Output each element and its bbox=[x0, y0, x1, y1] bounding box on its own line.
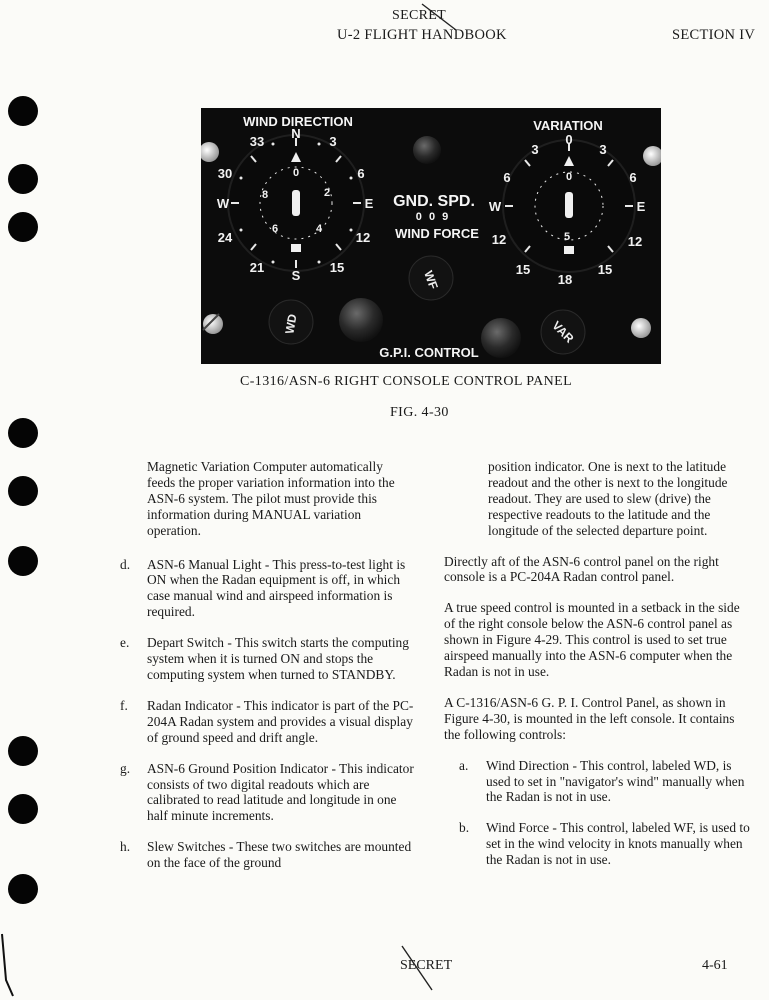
classification-top: SECRET bbox=[392, 8, 446, 23]
list-item bbox=[120, 697, 437, 746]
punch-hole bbox=[8, 874, 38, 904]
classification-bottom: SECRET bbox=[400, 958, 453, 973]
dial-label: S bbox=[291, 268, 301, 283]
edge-mark bbox=[0, 930, 14, 1000]
dial-label: W bbox=[488, 199, 502, 214]
dial-label: 12 bbox=[627, 234, 643, 249]
dial-label: 0 bbox=[565, 132, 573, 147]
gnd-spd-label: GND. SPD. bbox=[393, 193, 475, 210]
dial-label: 4 bbox=[315, 223, 323, 235]
item-label: a. bbox=[459, 757, 469, 773]
list-item bbox=[120, 635, 437, 683]
punch-hole bbox=[8, 794, 38, 824]
wind-force-label: WIND FORCE bbox=[395, 226, 479, 241]
item-label: e. bbox=[120, 635, 130, 651]
list-item bbox=[459, 820, 754, 868]
dial-label: 3 bbox=[329, 134, 337, 149]
dial-label: 12 bbox=[491, 232, 507, 247]
item-text: ASN-6 Ground Position Indicator - This indicator consists of two digital readouts which are calibrated to read latitude and longitude in one half minute increments. bbox=[147, 760, 414, 824]
dial-label: 0 bbox=[292, 167, 300, 179]
dial-label: 8 bbox=[261, 189, 269, 201]
dial-label: E bbox=[364, 196, 374, 211]
punch-hole bbox=[8, 476, 38, 506]
item-text: Wind Force - This control, labeled WF, is used to set in the wind velocity in knots manually when the Radan is not in use. bbox=[486, 820, 750, 868]
screw bbox=[203, 314, 223, 334]
dial-label: 6 bbox=[357, 166, 365, 181]
item-text: Wind Direction - This control, labeled WD, is used to set in "navigator's wind" manually when the Radan is not in use. bbox=[486, 757, 745, 805]
section-label: SECTION IV bbox=[672, 27, 756, 43]
item-label: d. bbox=[120, 556, 131, 572]
figure-number: FIG. 4-30 bbox=[390, 405, 449, 420]
dial-label: 3 bbox=[531, 142, 539, 157]
dial-label: 6 bbox=[271, 223, 279, 235]
wind-direction-label: WIND DIRECTION bbox=[243, 114, 353, 129]
dial-label: 3 bbox=[599, 142, 607, 157]
list-item bbox=[459, 757, 754, 806]
dial-label: 15 bbox=[597, 262, 613, 277]
handbook-title: U-2 FLIGHT HANDBOOK bbox=[337, 27, 507, 43]
punch-hole bbox=[8, 212, 38, 242]
dial-label: 33 bbox=[249, 134, 265, 149]
paragraph: Magnetic Variation Computer automatically feeds the proper variation information into the ASN-6 system. The pilot must provide this information during MANUAL variation operation. bbox=[147, 459, 395, 538]
dial-label: 21 bbox=[249, 260, 265, 275]
dial-label: E bbox=[636, 199, 646, 214]
strike-mark-bottom bbox=[398, 944, 438, 994]
gpi-control-label: G.P.I. CONTROL bbox=[379, 345, 479, 360]
var-knob-label: VAR bbox=[549, 318, 577, 346]
dial-label: 12 bbox=[355, 230, 371, 245]
list-item bbox=[120, 760, 437, 825]
knob bbox=[481, 318, 521, 358]
wf-knob bbox=[409, 256, 453, 300]
punch-hole bbox=[8, 418, 38, 448]
gpi-control-panel-photo bbox=[201, 108, 661, 364]
list-item bbox=[120, 556, 437, 621]
dial-label: 6 bbox=[629, 170, 637, 185]
item-text: Depart Switch - This switch starts the computing system when it is turned ON and stops the computing system when turned to STANDBY. bbox=[147, 635, 409, 682]
dial-label: N bbox=[291, 126, 301, 141]
figure-caption: C-1316/ASN-6 RIGHT CONSOLE CONTROL PANEL bbox=[240, 374, 573, 389]
knob bbox=[339, 298, 383, 342]
paragraph: A C-1316/ASN-6 G. P. I. Control Panel, as shown in Figure 4-30, is mounted in the left console. It contains the following controls: bbox=[444, 694, 735, 742]
item-label: b. bbox=[459, 820, 470, 836]
paragraph: A true speed control is mounted in a setback in the side of the right console below the ASN-6 control panel as shown in Figure 4-29. This control is used to set true airspeed manually into the ASN-6 computer when the Radan is not in use. bbox=[444, 600, 740, 679]
wf-knob-label: WF bbox=[421, 268, 441, 292]
dial-label: 24 bbox=[217, 230, 233, 245]
item-text: ASN-6 Manual Light - This press-to-test light is ON when the Radan equipment is off, in which case manual wind and airspeed information is required. bbox=[147, 556, 406, 620]
dial-label: 5 bbox=[563, 231, 571, 243]
dial-label: 30 bbox=[217, 166, 233, 181]
dial-label: 15 bbox=[515, 262, 531, 277]
item-label: h. bbox=[120, 839, 131, 855]
item-text: Radan Indicator - This indicator is part of the PC-204A Radan system and provides a visual display of ground speed and drift angle. bbox=[147, 697, 414, 745]
right-column bbox=[444, 459, 754, 868]
list-item bbox=[120, 839, 437, 871]
punch-hole bbox=[8, 164, 38, 194]
gnd-spd-value: 0 0 9 bbox=[415, 211, 451, 223]
page-number: 4-61 bbox=[702, 958, 728, 973]
screw bbox=[631, 318, 651, 338]
dial-label: 18 bbox=[557, 272, 573, 287]
dial-label: 2 bbox=[323, 187, 331, 199]
item-text: Slew Switches - These two switches are mounted on the face of the ground bbox=[147, 839, 412, 871]
wd-knob-label: WD bbox=[282, 312, 300, 336]
item-label: g. bbox=[120, 760, 131, 776]
punch-hole bbox=[8, 96, 38, 126]
var-knob bbox=[541, 310, 585, 354]
item-label: f. bbox=[120, 697, 128, 713]
variation-label: VARIATION bbox=[533, 118, 603, 133]
dial-label: 6 bbox=[503, 170, 511, 185]
punch-hole bbox=[8, 736, 38, 766]
paragraph: position indicator. One is next to the latitude readout and the other is next to the longitude readout. They are used to slew (drive) the respective readouts to the latitude and the longitude of the selected departure point. bbox=[488, 459, 728, 538]
paragraph: Directly aft of the ASN-6 control panel on the right console is a PC-204A Radan control panel. bbox=[444, 553, 719, 585]
left-column bbox=[120, 459, 437, 871]
wd-knob bbox=[269, 300, 313, 344]
dial-label: 15 bbox=[329, 260, 345, 275]
dial-label: W bbox=[216, 196, 230, 211]
dial-label: 0 bbox=[565, 171, 573, 183]
punch-hole bbox=[8, 546, 38, 576]
